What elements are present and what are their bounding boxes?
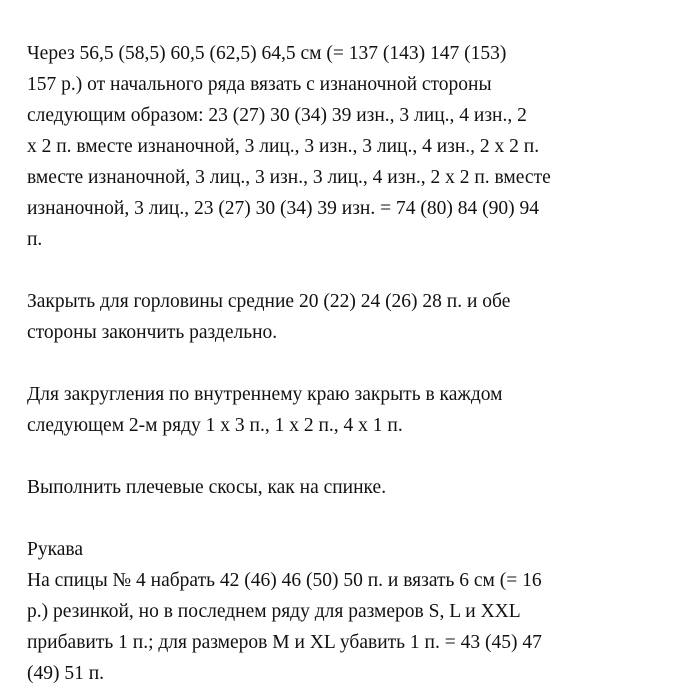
- paragraph-shoulders: [27, 472, 667, 503]
- text-line: изнаночной, 3 лиц., 23 (27) 30 (34) 39 изн. = 74 (80) 84 (90) 94: [27, 198, 539, 219]
- text-line: На спицы № 4 набрать 42 (46) 46 (50) 50 п. и вязать 6 см (= 16: [27, 570, 542, 591]
- text-line: Закрыть для горловины средние 20 (22) 24 (26) 28 п. и обе: [27, 291, 511, 312]
- text-line: стороны закончить раздельно.: [27, 322, 278, 343]
- text-line: р.) резинкой, но в последнем ряду для размеров S, L и XXL: [27, 601, 521, 622]
- text-line: Для закругления по внутреннему краю закрыть в каждом: [27, 384, 503, 405]
- document-body: [27, 38, 667, 689]
- text-line: вместе изнаночной, 3 лиц., 3 изн., 3 лиц., 4 изн., 2 х 2 п. вместе: [27, 167, 551, 188]
- text-line: прибавить 1 п.; для размеров M и XL убавить 1 п. = 43 (45) 47: [27, 632, 542, 653]
- text-line: х 2 п. вместе изнаночной, 3 лиц., 3 изн., 3 лиц., 4 изн., 2 х 2 п.: [27, 136, 540, 157]
- section-sleeves: [27, 534, 667, 689]
- text-line: п.: [27, 229, 43, 250]
- text-line: Выполнить плечевые скосы, как на спинке.: [27, 477, 387, 498]
- text-line: Через 56,5 (58,5) 60,5 (62,5) 64,5 см (= 137 (143) 147 (153): [27, 43, 507, 64]
- paragraph-rounding: [27, 379, 667, 441]
- section-heading: Рукава: [27, 539, 84, 560]
- text-line: (49) 51 п.: [27, 663, 105, 684]
- paragraph-neckline: [27, 286, 667, 348]
- text-line: следующим образом: 23 (27) 30 (34) 39 изн., 3 лиц., 4 изн., 2: [27, 105, 527, 126]
- text-line: 157 р.) от начального ряда вязать с изнаночной стороны: [27, 74, 492, 95]
- paragraph-front-pattern: [27, 38, 667, 255]
- text-line: следующем 2-м ряду 1 х 3 п., 1 х 2 п., 4 х 1 п.: [27, 415, 403, 436]
